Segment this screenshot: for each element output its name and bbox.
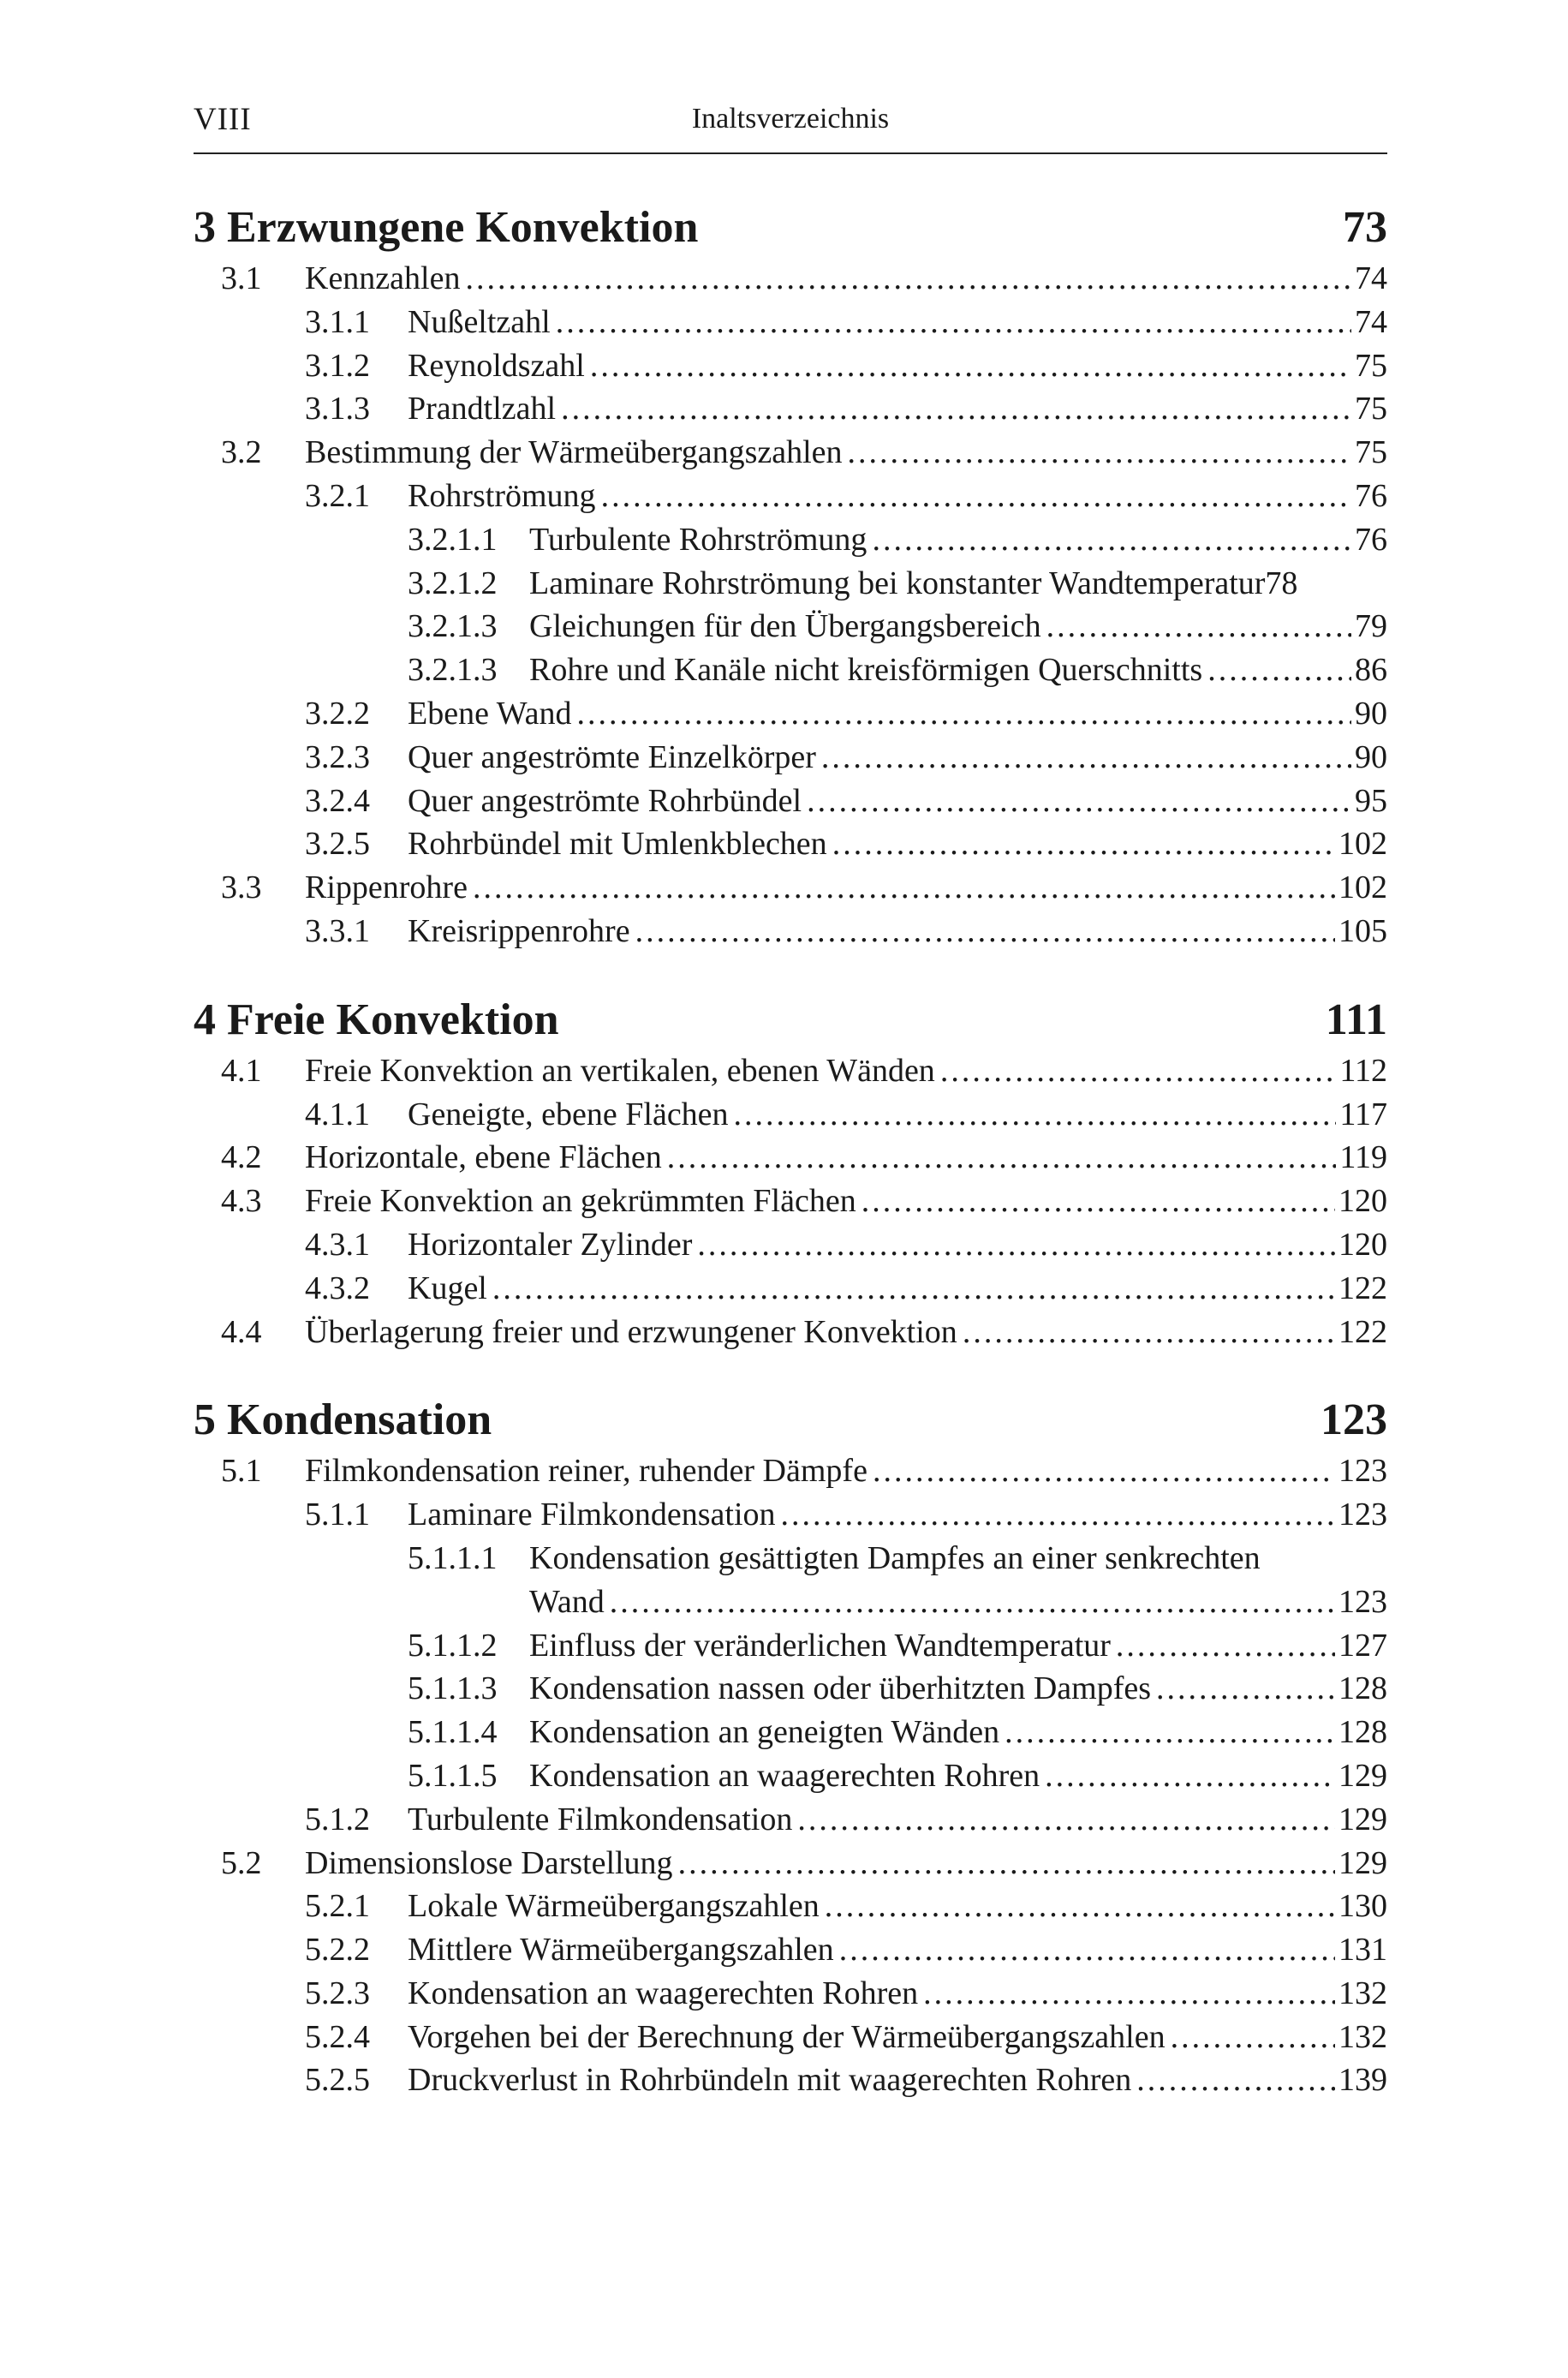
leader-dots [825, 1885, 1335, 1928]
entry-page: 132 [1338, 2018, 1387, 2055]
leader-dots [1046, 605, 1351, 648]
leader-dots [667, 1136, 1337, 1180]
entry-page: 128 [1338, 1714, 1387, 1751]
entry-title: Geneigte, ebene Flächen [408, 1096, 729, 1132]
entry-title: Kondensation an waagerechten Rohren [529, 1757, 1040, 1794]
entry-number: 5.1.1 [305, 1497, 370, 1533]
toc-entry [194, 692, 1387, 736]
entry-title: Prandtlzahl [408, 391, 557, 427]
leader-dots [873, 1449, 1335, 1493]
toc-entry [194, 1537, 1387, 1580]
entry-title: Horizontaler Zylinder [408, 1226, 693, 1263]
chapter-heading [194, 1391, 1387, 1449]
entry-page: 74 [1355, 303, 1387, 340]
toc-entry [194, 1711, 1387, 1754]
entry-page: 76 [1355, 477, 1387, 514]
leader-dots [923, 1972, 1335, 2016]
chapter-page: 73 [1343, 203, 1387, 252]
entry-page: 86 [1355, 652, 1387, 689]
leader-dots [1171, 2016, 1335, 2059]
leader-dots [1136, 2058, 1335, 2102]
toc-entry [194, 1267, 1387, 1311]
entry-page: 123 [1338, 1453, 1387, 1490]
toc-entry [194, 605, 1387, 648]
entry-page: 95 [1355, 782, 1387, 819]
entry-page: 127 [1338, 1627, 1387, 1664]
chapter-page: 111 [1325, 995, 1387, 1044]
entry-number: 4.3.2 [305, 1270, 370, 1306]
entry-title: Kondensation nassen oder überhitzten Dampfes [529, 1670, 1152, 1707]
leader-dots [1116, 1624, 1335, 1668]
entry-title: Überlagerung freier und erzwungener Konvektion [305, 1313, 957, 1350]
chapter-title: 4 Freie Konvektion [194, 995, 559, 1044]
entry-number: 5.1.2 [305, 1801, 370, 1837]
entry-page: 131 [1338, 1932, 1387, 1969]
entry-page: 120 [1338, 1183, 1387, 1220]
chapter-title: 5 Kondensation [194, 1395, 492, 1445]
entry-title: Kondensation an waagerechten Rohren [408, 1975, 919, 2011]
running-header [194, 101, 1387, 154]
toc-entry [194, 1972, 1387, 2016]
chapter-3 [194, 199, 1387, 953]
leader-dots [734, 1093, 1337, 1137]
leader-dots [1207, 648, 1351, 692]
leader-dots [872, 518, 1351, 562]
leader-dots [678, 1842, 1335, 1885]
entry-page: 129 [1338, 1844, 1387, 1881]
leader-dots [839, 1928, 1335, 1972]
toc-entry [194, 1667, 1387, 1711]
entry-title: Rohrströmung [408, 477, 596, 514]
entry-title: Turbulente Filmkondensation [408, 1801, 793, 1837]
entry-page: 122 [1338, 1270, 1387, 1306]
entry-title: Kondensation an geneigten Wänden [529, 1714, 1000, 1751]
leader-dots [492, 1267, 1335, 1311]
entry-number: 3.3 [221, 869, 262, 906]
entry-number: 5.1.1.5 [408, 1757, 498, 1794]
entry-number: 5.2.2 [305, 1932, 370, 1969]
entry-number: 4.1 [221, 1052, 262, 1089]
entry-number: 5.2.1 [305, 1888, 370, 1925]
leader-dots [781, 1493, 1335, 1537]
leader-dots [610, 1580, 1335, 1624]
entry-number: 3.2.1.3 [408, 608, 498, 645]
chapter-heading [194, 199, 1387, 257]
entry-number: 5.1.1.4 [408, 1714, 498, 1751]
chapter-4 [194, 991, 1387, 1354]
leader-dots [635, 910, 1335, 953]
entry-title: Nußeltzahl [408, 303, 551, 340]
toc-entry [194, 562, 1387, 606]
entry-page: 76 [1355, 521, 1387, 558]
toc-entry [194, 736, 1387, 780]
toc-entry [194, 301, 1387, 344]
entry-title: Filmkondensation reiner, ruhender Dämpfe [305, 1453, 867, 1490]
leader-dots [1045, 1754, 1335, 1798]
entry-title: Horizontale, ebene Flächen [305, 1139, 662, 1176]
leader-dots [807, 780, 1351, 823]
entry-number: 4.3 [221, 1183, 262, 1220]
toc-entry [194, 2016, 1387, 2059]
page-number: VIII [194, 102, 252, 137]
toc-entry [194, 431, 1387, 475]
entry-title: Druckverlust in Rohrbündeln mit waagerechten Rohren [408, 2062, 1132, 2099]
entry-title: Kreisrippenrohre [408, 912, 630, 949]
chapter-5 [194, 1391, 1387, 2102]
entry-number: 3.1.1 [305, 303, 370, 340]
entry-title: Turbulente Rohrströmung [529, 521, 867, 558]
entry-page: 120 [1338, 1226, 1387, 1263]
toc-entry-continuation [194, 1580, 1387, 1624]
entry-number: 4.3.1 [305, 1226, 370, 1263]
entry-page: 123 [1338, 1497, 1387, 1533]
entry-number: 3.2.3 [305, 738, 370, 775]
entry-number: 3.2.1.3 [408, 652, 498, 689]
entry-number: 3.2.1.2 [408, 565, 498, 601]
entry-title: Wand [529, 1583, 605, 1620]
leader-dots [963, 1311, 1335, 1354]
entry-title: Einfluss der veränderlichen Wandtemperatur [529, 1627, 1111, 1664]
entry-page: 129 [1338, 1757, 1387, 1794]
entry-number: 4.4 [221, 1313, 262, 1350]
leader-dots [1005, 1711, 1335, 1754]
entry-page: 119 [1339, 1139, 1387, 1176]
entry-title: Rohrbündel mit Umlenkblechen [408, 826, 827, 863]
entry-page: 117 [1339, 1096, 1387, 1132]
toc-entry [194, 780, 1387, 823]
leader-dots [1156, 1667, 1335, 1711]
toc-entry [194, 1754, 1387, 1798]
entry-title: Rohre und Kanäle nicht kreisförmigen Querschnitts [529, 652, 1203, 689]
toc-entry [194, 1093, 1387, 1137]
entry-number: 3.3.1 [305, 912, 370, 949]
entry-title: Kondensation gesättigten Dampfes an einer senkrechten [529, 1539, 1261, 1576]
entry-title: Quer angeströmte Einzelkörper [408, 738, 816, 775]
toc-entry [194, 1624, 1387, 1668]
entry-title: Lokale Wärmeübergangszahlen [408, 1888, 820, 1925]
leader-dots [848, 431, 1351, 475]
leader-dots [697, 1223, 1335, 1267]
entry-page: 102 [1338, 869, 1387, 906]
entry-number: 3.2.2 [305, 695, 370, 732]
entry-page: 122 [1338, 1313, 1387, 1350]
entry-page: 90 [1355, 738, 1387, 775]
entry-number: 3.1 [221, 260, 262, 296]
entry-number: 5.1.1.2 [408, 1627, 498, 1664]
entry-page: 74 [1355, 260, 1387, 296]
entry-number: 3.2 [221, 434, 262, 471]
leader-dots [862, 1180, 1335, 1223]
entry-page: 112 [1339, 1052, 1387, 1089]
entry-number: 5.1.1.3 [408, 1670, 498, 1707]
toc-entry [194, 1842, 1387, 1885]
entry-title: Freie Konvektion an gekrümmten Flächen [305, 1183, 856, 1220]
leader-dots [561, 387, 1351, 431]
toc-entry [194, 866, 1387, 910]
leader-dots [832, 822, 1335, 866]
entry-title: Ebene Wand [408, 695, 572, 732]
entry-page: 130 [1338, 1888, 1387, 1925]
entry-page: 75 [1355, 434, 1387, 471]
toc-entry [194, 387, 1387, 431]
entry-number: 3.2.5 [305, 826, 370, 863]
chapter-heading [194, 991, 1387, 1049]
entry-title: Reynoldszahl [408, 347, 585, 384]
entry-number: 3.2.1.1 [408, 521, 498, 558]
entry-number: 4.2 [221, 1139, 262, 1176]
leader-dots [473, 866, 1335, 910]
entry-number: 3.2.4 [305, 782, 370, 819]
entry-title: Kennzahlen [305, 260, 461, 296]
toc-entry [194, 2058, 1387, 2102]
leader-dots [556, 301, 1351, 344]
entry-number: 5.2.4 [305, 2018, 370, 2055]
leader-dots [601, 475, 1351, 518]
entry-title: Kugel [408, 1270, 487, 1306]
entry-number: 5.1.1.1 [408, 1539, 498, 1576]
toc-entry [194, 1449, 1387, 1493]
toc-entry [194, 344, 1387, 388]
toc-entry [194, 257, 1387, 301]
entry-number: 3.2.1 [305, 477, 370, 514]
entry-page: 123 [1338, 1583, 1387, 1620]
toc-entry [194, 910, 1387, 953]
entry-page: 139 [1338, 2062, 1387, 2099]
toc-entry [194, 1928, 1387, 1972]
leader-dots [590, 344, 1351, 388]
entry-page: 75 [1355, 347, 1387, 384]
entry-page: 90 [1355, 695, 1387, 732]
entry-page: 105 [1338, 912, 1387, 949]
entry-page: 132 [1338, 1975, 1387, 2011]
chapter-title: 3 Erzwungene Konvektion [194, 203, 699, 252]
chapter-page: 123 [1321, 1395, 1387, 1445]
entry-number: 5.2.3 [305, 1975, 370, 2011]
entry-title: Gleichungen für den Übergangsbereich [529, 608, 1041, 645]
toc-entry [194, 518, 1387, 562]
leader-dots [465, 257, 1351, 301]
entry-page: 75 [1355, 391, 1387, 427]
leader-dots [797, 1798, 1335, 1842]
entry-title: Rippenrohre [305, 869, 468, 906]
toc-entry [194, 822, 1387, 866]
entry-title: Bestimmung der Wärmeübergangszahlen [305, 434, 843, 471]
entry-number: 3.1.3 [305, 391, 370, 427]
leader-dots [940, 1049, 1337, 1093]
entry-page: 102 [1338, 826, 1387, 863]
toc-entry [194, 1798, 1387, 1842]
entry-number: 5.2 [221, 1844, 262, 1881]
toc-entry [194, 1180, 1387, 1223]
entry-title: Mittlere Wärmeübergangszahlen [408, 1932, 834, 1969]
toc-entry [194, 1049, 1387, 1093]
toc-entry [194, 475, 1387, 518]
entry-page: 129 [1338, 1801, 1387, 1837]
running-title: Inaltsverzeichnis [691, 103, 890, 134]
toc-entry [194, 1493, 1387, 1537]
entry-number: 4.1.1 [305, 1096, 370, 1132]
leader-dots [821, 736, 1351, 780]
entry-title: Freie Konvektion an vertikalen, ebenen Wänden [305, 1052, 935, 1089]
entry-title: Dimensionslose Darstellung [305, 1844, 673, 1881]
toc-entry [194, 1136, 1387, 1180]
toc-entry [194, 1885, 1387, 1928]
toc-entry [194, 1223, 1387, 1267]
toc-entry [194, 1311, 1387, 1354]
entry-number: 5.1 [221, 1453, 262, 1490]
entry-page: 79 [1355, 608, 1387, 645]
toc-entry [194, 648, 1387, 692]
entry-page: 128 [1338, 1670, 1387, 1707]
entry-number: 5.2.5 [305, 2062, 370, 2099]
table-of-contents [194, 199, 1387, 2140]
entry-title: Laminare Filmkondensation [408, 1497, 776, 1533]
entry-title: Laminare Rohrströmung bei konstanter Wandtemperatur78 [529, 565, 1298, 601]
entry-number: 3.1.2 [305, 347, 370, 384]
entry-title: Vorgehen bei der Berechnung der Wärmeübergangszahlen [408, 2018, 1166, 2055]
entry-title: Quer angeströmte Rohrbündel [408, 782, 802, 819]
leader-dots [576, 692, 1351, 736]
